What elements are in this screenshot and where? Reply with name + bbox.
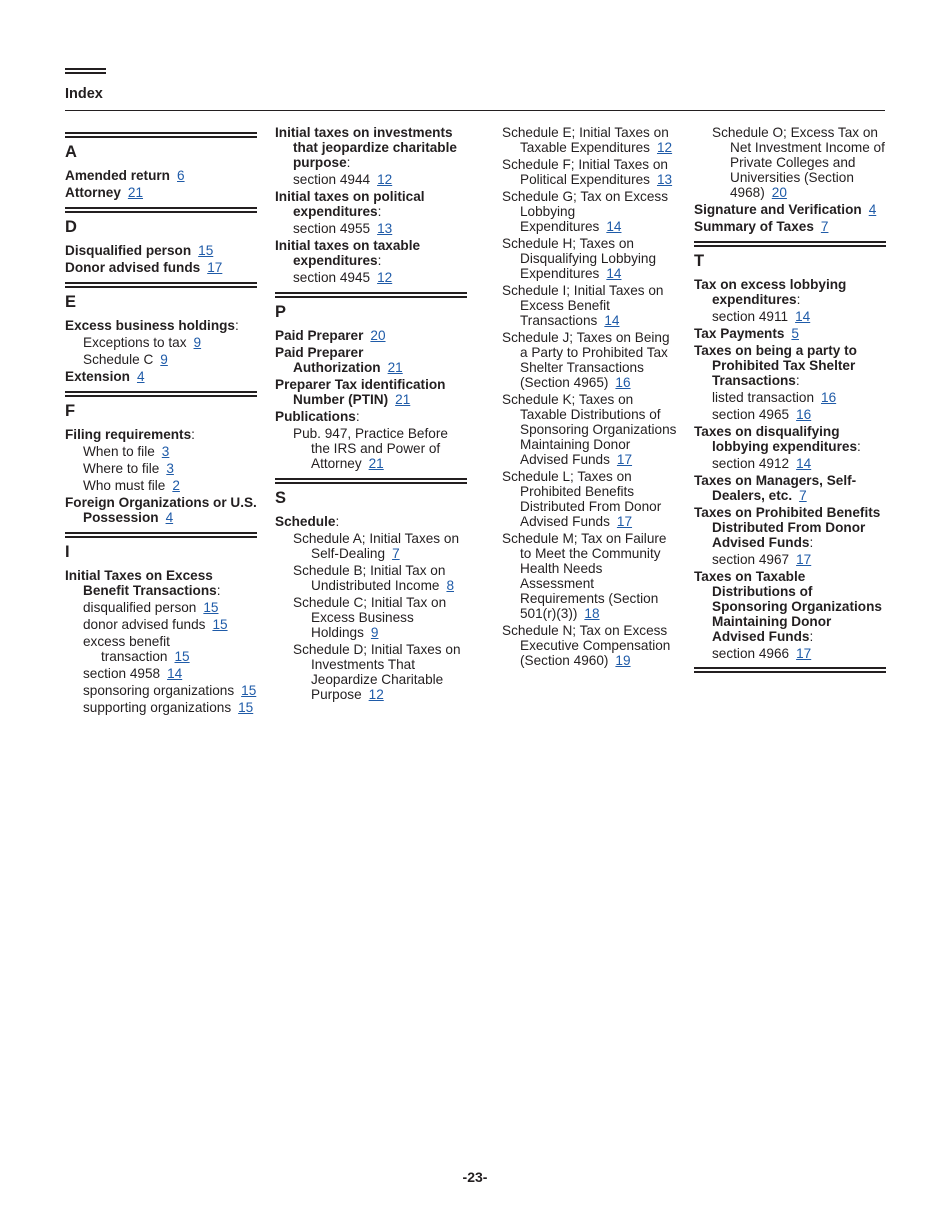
page-link[interactable]: 15 xyxy=(238,700,254,715)
index-column-4 xyxy=(694,125,886,673)
index-subentry: Schedule C; Initial Tax on Excess Business Holdings 9 xyxy=(293,595,447,640)
page-link[interactable]: 14 xyxy=(796,456,812,471)
page-link[interactable]: 4 xyxy=(165,510,174,525)
section-rule xyxy=(65,391,257,397)
end-rule xyxy=(694,667,886,673)
page-link[interactable]: 15 xyxy=(241,683,257,698)
index-entry: Initial taxes on investments that jeopardize charitable purpose: xyxy=(275,125,457,170)
section-rule xyxy=(65,207,257,213)
index-entry: Tax Payments 5 xyxy=(694,326,799,341)
page-link[interactable]: 20 xyxy=(370,328,386,343)
index-subentry: When to file 3 xyxy=(83,444,170,459)
page-link[interactable]: 3 xyxy=(166,461,174,476)
page-link[interactable]: 17 xyxy=(796,552,812,567)
index-entry: Initial Taxes on Excess Benefit Transactions: xyxy=(65,568,221,598)
index-entry: Preparer Tax identification Number (PTIN) 21 xyxy=(275,377,446,407)
index-entry: Donor advised funds 17 xyxy=(65,260,223,275)
page-link[interactable]: 16 xyxy=(615,375,631,390)
index-entry: Disqualified person 15 xyxy=(65,243,214,258)
header-divider xyxy=(65,110,885,111)
index-entry: Taxes on disqualifying lobbying expenditures: xyxy=(694,424,861,454)
index-entry: Excess business holdings: xyxy=(65,318,239,333)
page-link[interactable]: 7 xyxy=(799,488,807,503)
page-link[interactable]: 12 xyxy=(377,172,393,187)
index-entry: Foreign Organizations or U.S. Possession 4 xyxy=(65,495,257,525)
section-rule xyxy=(694,241,886,247)
index-subentry: Schedule J; Taxes on Being a Party to Prohibited Tax Shelter Transactions (Section 4965) 16 xyxy=(502,330,670,390)
index-subentry: Schedule E; Initial Taxes on Taxable Expenditures 12 xyxy=(502,125,673,155)
index-subentry: Pub. 947, Practice Before the IRS and Power of Attorney 21 xyxy=(293,426,448,471)
index-subentry: Schedule F; Initial Taxes on Political Expenditures 13 xyxy=(502,157,673,187)
index-entry: Initial taxes on taxable expenditures: xyxy=(275,238,421,268)
page-link[interactable]: 3 xyxy=(161,444,170,459)
index-subentry: Where to file 3 xyxy=(83,461,174,476)
section-letter-s: S xyxy=(275,489,287,507)
index-subentry: Schedule C 9 xyxy=(83,352,168,367)
page-link[interactable]: 21 xyxy=(368,456,384,471)
index-subentry: section 4955 13 xyxy=(293,221,393,236)
index-entry: Amended return 6 xyxy=(65,168,185,183)
header-rule-bar xyxy=(65,68,106,74)
index-entry: Publications: xyxy=(275,409,360,424)
page-link[interactable]: 21 xyxy=(395,392,411,407)
index-subentry: section 4912 14 xyxy=(712,456,812,471)
page-link[interactable]: 6 xyxy=(177,168,185,183)
page-link[interactable]: 12 xyxy=(368,687,384,702)
section-letter-t: T xyxy=(694,252,705,270)
index-subentry: excess benefit transaction 15 xyxy=(83,634,190,664)
page-link[interactable]: 19 xyxy=(615,653,631,668)
page-link[interactable]: 14 xyxy=(606,266,622,281)
index-subentry: section 4965 16 xyxy=(712,407,812,422)
index-subentry: listed transaction 16 xyxy=(712,390,837,405)
index-entry: Tax on excess lobbying expenditures: xyxy=(694,277,847,307)
index-subentry: Schedule L; Taxes on Prohibited Benefits Distributed From Donor Advised Funds 17 xyxy=(502,469,662,529)
section-letter-i: I xyxy=(65,543,70,561)
index-entry: Filing requirements: xyxy=(65,427,195,442)
page-link[interactable]: 4 xyxy=(868,202,877,217)
page-link[interactable]: 15 xyxy=(198,243,214,258)
index-column-3 xyxy=(502,125,678,668)
page-link[interactable]: 21 xyxy=(127,185,144,200)
index-subentry: Schedule A; Initial Taxes on Self-Dealing 7 xyxy=(293,531,460,561)
page-link[interactable]: 17 xyxy=(207,260,223,275)
index-subentry: section 4967 17 xyxy=(712,552,812,567)
index-subentry: donor advised funds 15 xyxy=(83,617,228,632)
index-subentry: Schedule B; Initial Tax on Undistributed Income 8 xyxy=(293,563,455,593)
page-link[interactable]: 7 xyxy=(820,219,829,234)
index-entry: Schedule: xyxy=(275,514,340,529)
page-title: Index xyxy=(65,86,103,102)
page-link[interactable]: 7 xyxy=(392,546,400,561)
section-letter-e: E xyxy=(65,293,77,311)
page-link[interactable]: 21 xyxy=(387,360,403,375)
index-subentry: supporting organizations 15 xyxy=(83,700,254,715)
index-subentry: sponsoring organizations 15 xyxy=(83,683,257,698)
index-subentry: section 4945 12 xyxy=(293,270,393,285)
index-subentry: Schedule N; Tax on Excess Executive Compensation (Section 4960) 19 xyxy=(502,623,671,668)
index-entry: Taxes on Managers, Self-Dealers, etc. 7 xyxy=(694,473,857,503)
index-column-1 xyxy=(65,125,257,715)
page-link[interactable]: 13 xyxy=(656,172,673,187)
page-link[interactable]: 17 xyxy=(616,514,633,529)
page-link[interactable]: 15 xyxy=(212,617,228,632)
page-link[interactable]: 5 xyxy=(791,326,799,341)
page-link[interactable]: 4 xyxy=(136,369,145,384)
page-number: -23- xyxy=(462,1169,488,1185)
index-subentry: Exceptions to tax 9 xyxy=(83,335,202,350)
page-link[interactable]: 8 xyxy=(446,578,455,593)
index-subentry: Who must file 2 xyxy=(83,478,180,493)
page-link[interactable]: 17 xyxy=(796,646,812,661)
index-subentry: section 4966 17 xyxy=(712,646,812,661)
index-subentry: section 4911 14 xyxy=(712,309,811,324)
index-entry: Paid Preparer Authorization 21 xyxy=(275,345,403,375)
index-entry: Taxes on Prohibited Benefits Distributed From Donor Advised Funds: xyxy=(694,505,881,550)
section-rule xyxy=(65,282,257,288)
page-link[interactable]: 14 xyxy=(167,666,183,681)
section-rule xyxy=(65,532,257,538)
index-entry: Signature and Verification 4 xyxy=(694,202,877,217)
page-link[interactable]: 16 xyxy=(821,390,837,405)
section-rule xyxy=(275,292,467,298)
index-entry: Attorney 21 xyxy=(65,185,144,200)
section-letter-p: P xyxy=(275,303,287,321)
index-subentry: Schedule I; Initial Taxes on Excess Benefit Transactions 14 xyxy=(502,283,664,328)
index-subentry: Schedule M; Tax on Failure to Meet the Community Health Needs Assessment Requirements (Section 501(r)(3)) 18 xyxy=(502,531,667,621)
section-rule xyxy=(65,132,257,138)
index-subentry: Schedule G; Tax on Excess Lobbying Expenditures 14 xyxy=(502,189,668,234)
section-rule xyxy=(275,478,467,484)
index-subentry: disqualified person 15 xyxy=(83,600,219,615)
index-subentry: section 4944 12 xyxy=(293,172,393,187)
index-column-2 xyxy=(275,125,467,702)
page-link[interactable]: 17 xyxy=(616,452,633,467)
page-link[interactable]: 2 xyxy=(172,478,180,493)
index-entry: Summary of Taxes 7 xyxy=(694,219,829,234)
page-link[interactable]: 12 xyxy=(377,270,393,285)
page-link[interactable]: 14 xyxy=(795,309,811,324)
page-link[interactable]: 15 xyxy=(203,600,219,615)
page-link[interactable]: 13 xyxy=(377,221,393,236)
page-link[interactable]: 12 xyxy=(656,140,673,155)
index-entry: Extension 4 xyxy=(65,369,145,384)
page-link[interactable]: 18 xyxy=(584,606,600,621)
page-link[interactable]: 20 xyxy=(771,185,787,200)
index-subentry: section 4958 14 xyxy=(83,666,183,681)
index-subentry: Schedule O; Excess Tax on Net Investment Income of Private Colleges and Universities (Section 4968) 20 xyxy=(712,125,885,200)
page-link[interactable]: 15 xyxy=(174,649,190,664)
index-entry: Paid Preparer 20 xyxy=(275,328,386,343)
section-letter-a: A xyxy=(65,143,77,161)
index-subentry: Schedule K; Taxes on Taxable Distributions of Sponsoring Organizations Maintaining Donor Advised Funds 17 xyxy=(502,392,677,467)
section-letter-d: D xyxy=(65,218,77,236)
page-link[interactable]: 16 xyxy=(796,407,812,422)
page-link[interactable]: 14 xyxy=(606,219,622,234)
index-subentry: Schedule D; Initial Taxes on Investments That Jeopardize Charitable Purpose 12 xyxy=(293,642,461,702)
page-link[interactable]: 9 xyxy=(370,625,379,640)
page-link[interactable]: 9 xyxy=(160,352,168,367)
index-subentry: Schedule H; Taxes on Disqualifying Lobbying Expenditures 14 xyxy=(502,236,657,281)
page-link[interactable]: 14 xyxy=(604,313,620,328)
index-entry: Taxes on Taxable Distributions of Sponsoring Organizations Maintaining Donor Advised Funds: xyxy=(694,569,882,644)
page-link[interactable]: 9 xyxy=(193,335,202,350)
section-letter-f: F xyxy=(65,402,76,420)
index-entry: Initial taxes on political expenditures: xyxy=(275,189,425,219)
index-entry: Taxes on being a party to Prohibited Tax Shelter Transactions: xyxy=(694,343,857,388)
